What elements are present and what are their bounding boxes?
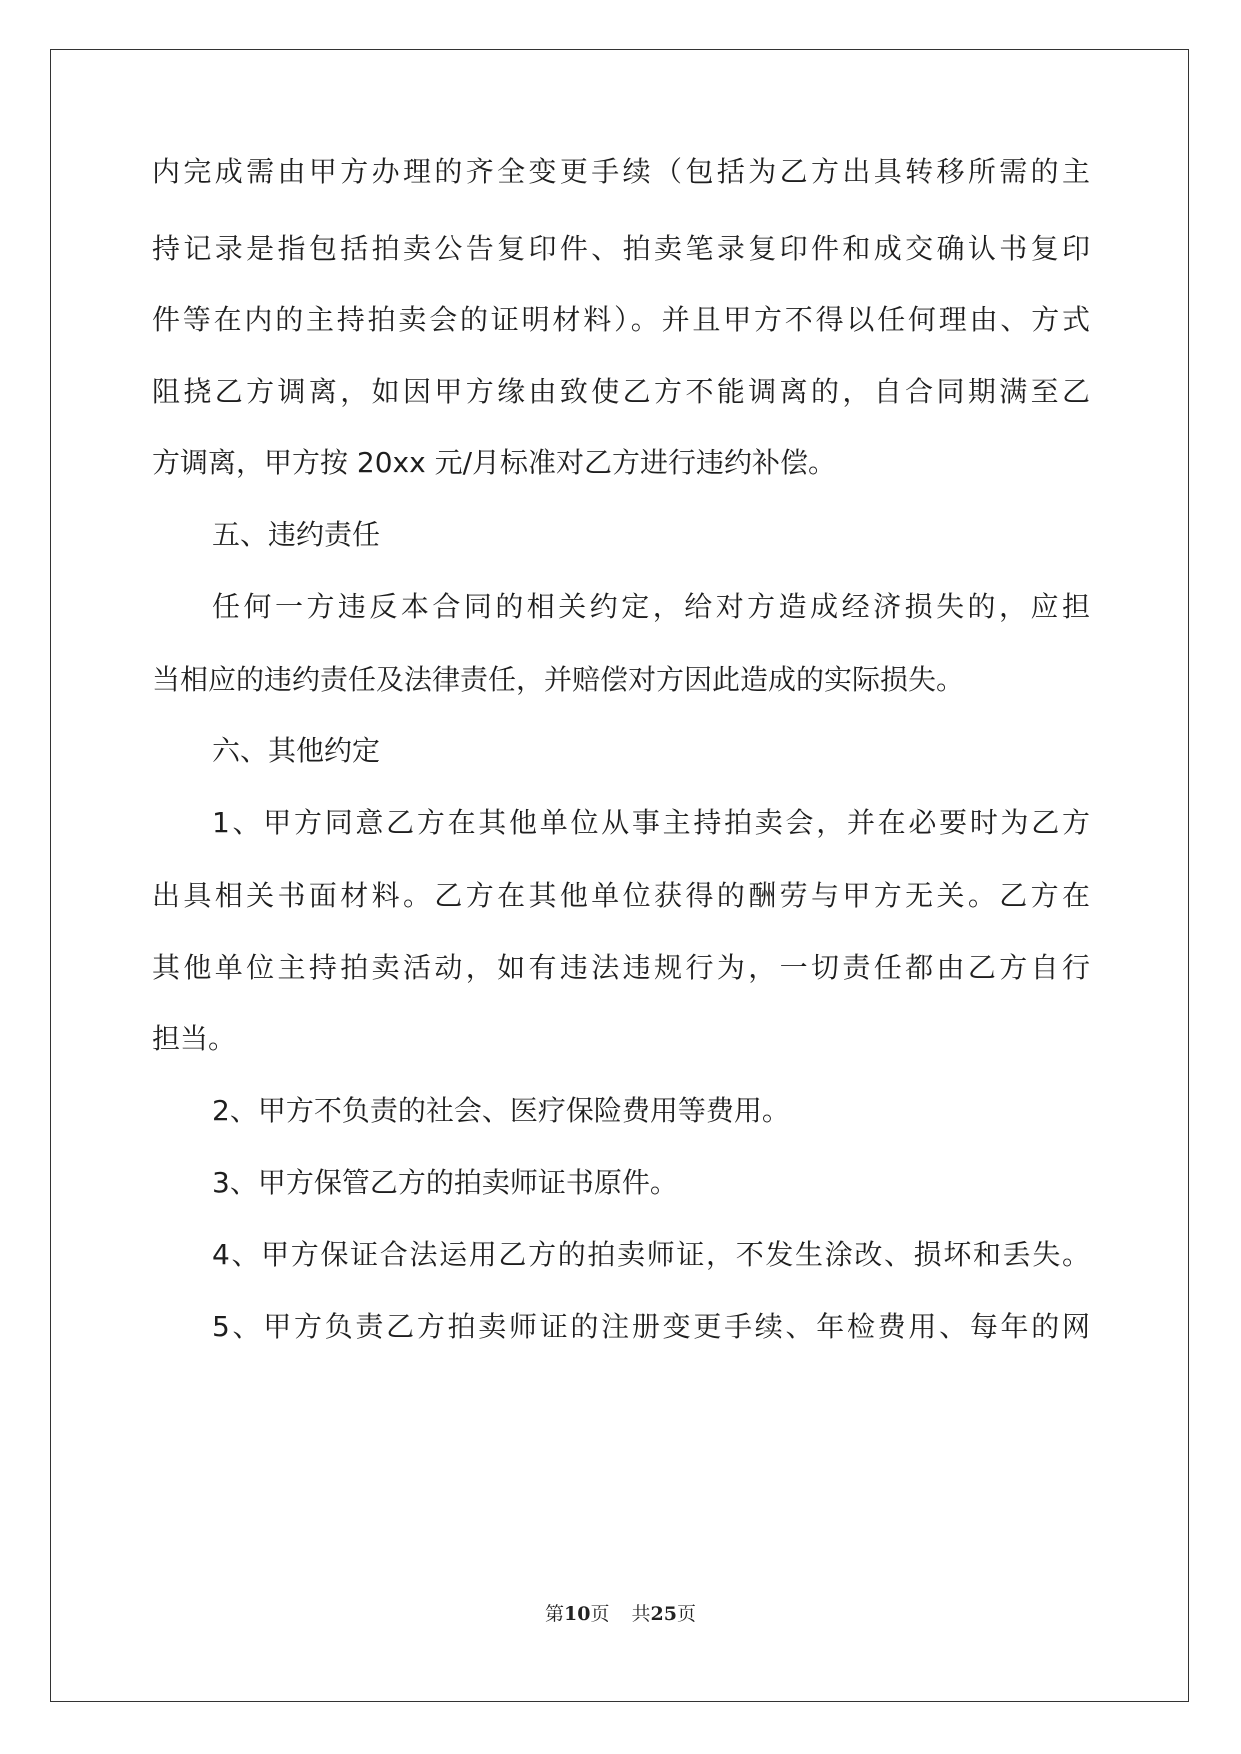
- page-footer: [0, 1599, 1241, 1626]
- clause-5-line-1: 5、甲方负责乙方拍卖师证的注册变更手续、年检费用、每年的网: [212, 1310, 1090, 1343]
- page-prefix: 第: [545, 1603, 565, 1625]
- body-line-7: 任何一方违反本合同的相关约定，给对方造成经济损失的，应担: [212, 590, 1090, 623]
- total-suffix: 页: [676, 1603, 696, 1625]
- total-page-count: 25: [650, 1603, 677, 1625]
- body-line-3: 件等在内的主持拍卖会的证明材料）。并且甲方不得以任何理由、方式: [152, 303, 1090, 336]
- section-heading-breach-liability: 五、违约责任: [212, 518, 381, 551]
- page-border: [50, 49, 1189, 1702]
- body-line-1: 内完成需由甲方办理的齐全变更手续（包括为乙方出具转移所需的主: [152, 155, 1090, 188]
- clause-1-line-3: 其他单位主持拍卖活动，如有违法违规行为，一切责任都由乙方自行: [152, 951, 1090, 984]
- section-heading-other-terms: 六、其他约定: [212, 734, 381, 767]
- clause-2: 2、甲方不负责的社会、医疗保险费用等费用。: [212, 1094, 790, 1127]
- body-line-8: 当相应的违约责任及法律责任，并赔偿对方因此造成的实际损失。: [152, 663, 965, 696]
- clause-3: 3、甲方保管乙方的拍卖师证书原件。: [212, 1166, 678, 1199]
- clause-4: 4、甲方保证合法运用乙方的拍卖师证，不发生涂改、损坏和丢失。: [212, 1238, 1090, 1271]
- total-prefix: 共: [631, 1603, 651, 1625]
- clause-1-line-2: 出具相关书面材料。乙方在其他单位获得的酬劳与甲方无关。乙方在: [152, 879, 1090, 912]
- clause-1-line-1: 1、甲方同意乙方在其他单位从事主持拍卖会，并在必要时为乙方: [212, 806, 1090, 839]
- clause-1-line-4: 担当。: [152, 1022, 237, 1055]
- body-line-5: 方调离，甲方按 20xx 元/月标准对乙方进行违约补偿。: [152, 446, 837, 479]
- body-line-4: 阻挠乙方调离，如因甲方缘由致使乙方不能调离的，自合同期满至乙: [152, 375, 1090, 408]
- body-line-2: 持记录是指包括拍卖公告复印件、拍卖笔录复印件和成交确认书复印: [152, 232, 1090, 265]
- current-page-number: 10: [564, 1603, 591, 1625]
- page-suffix: 页: [590, 1603, 610, 1625]
